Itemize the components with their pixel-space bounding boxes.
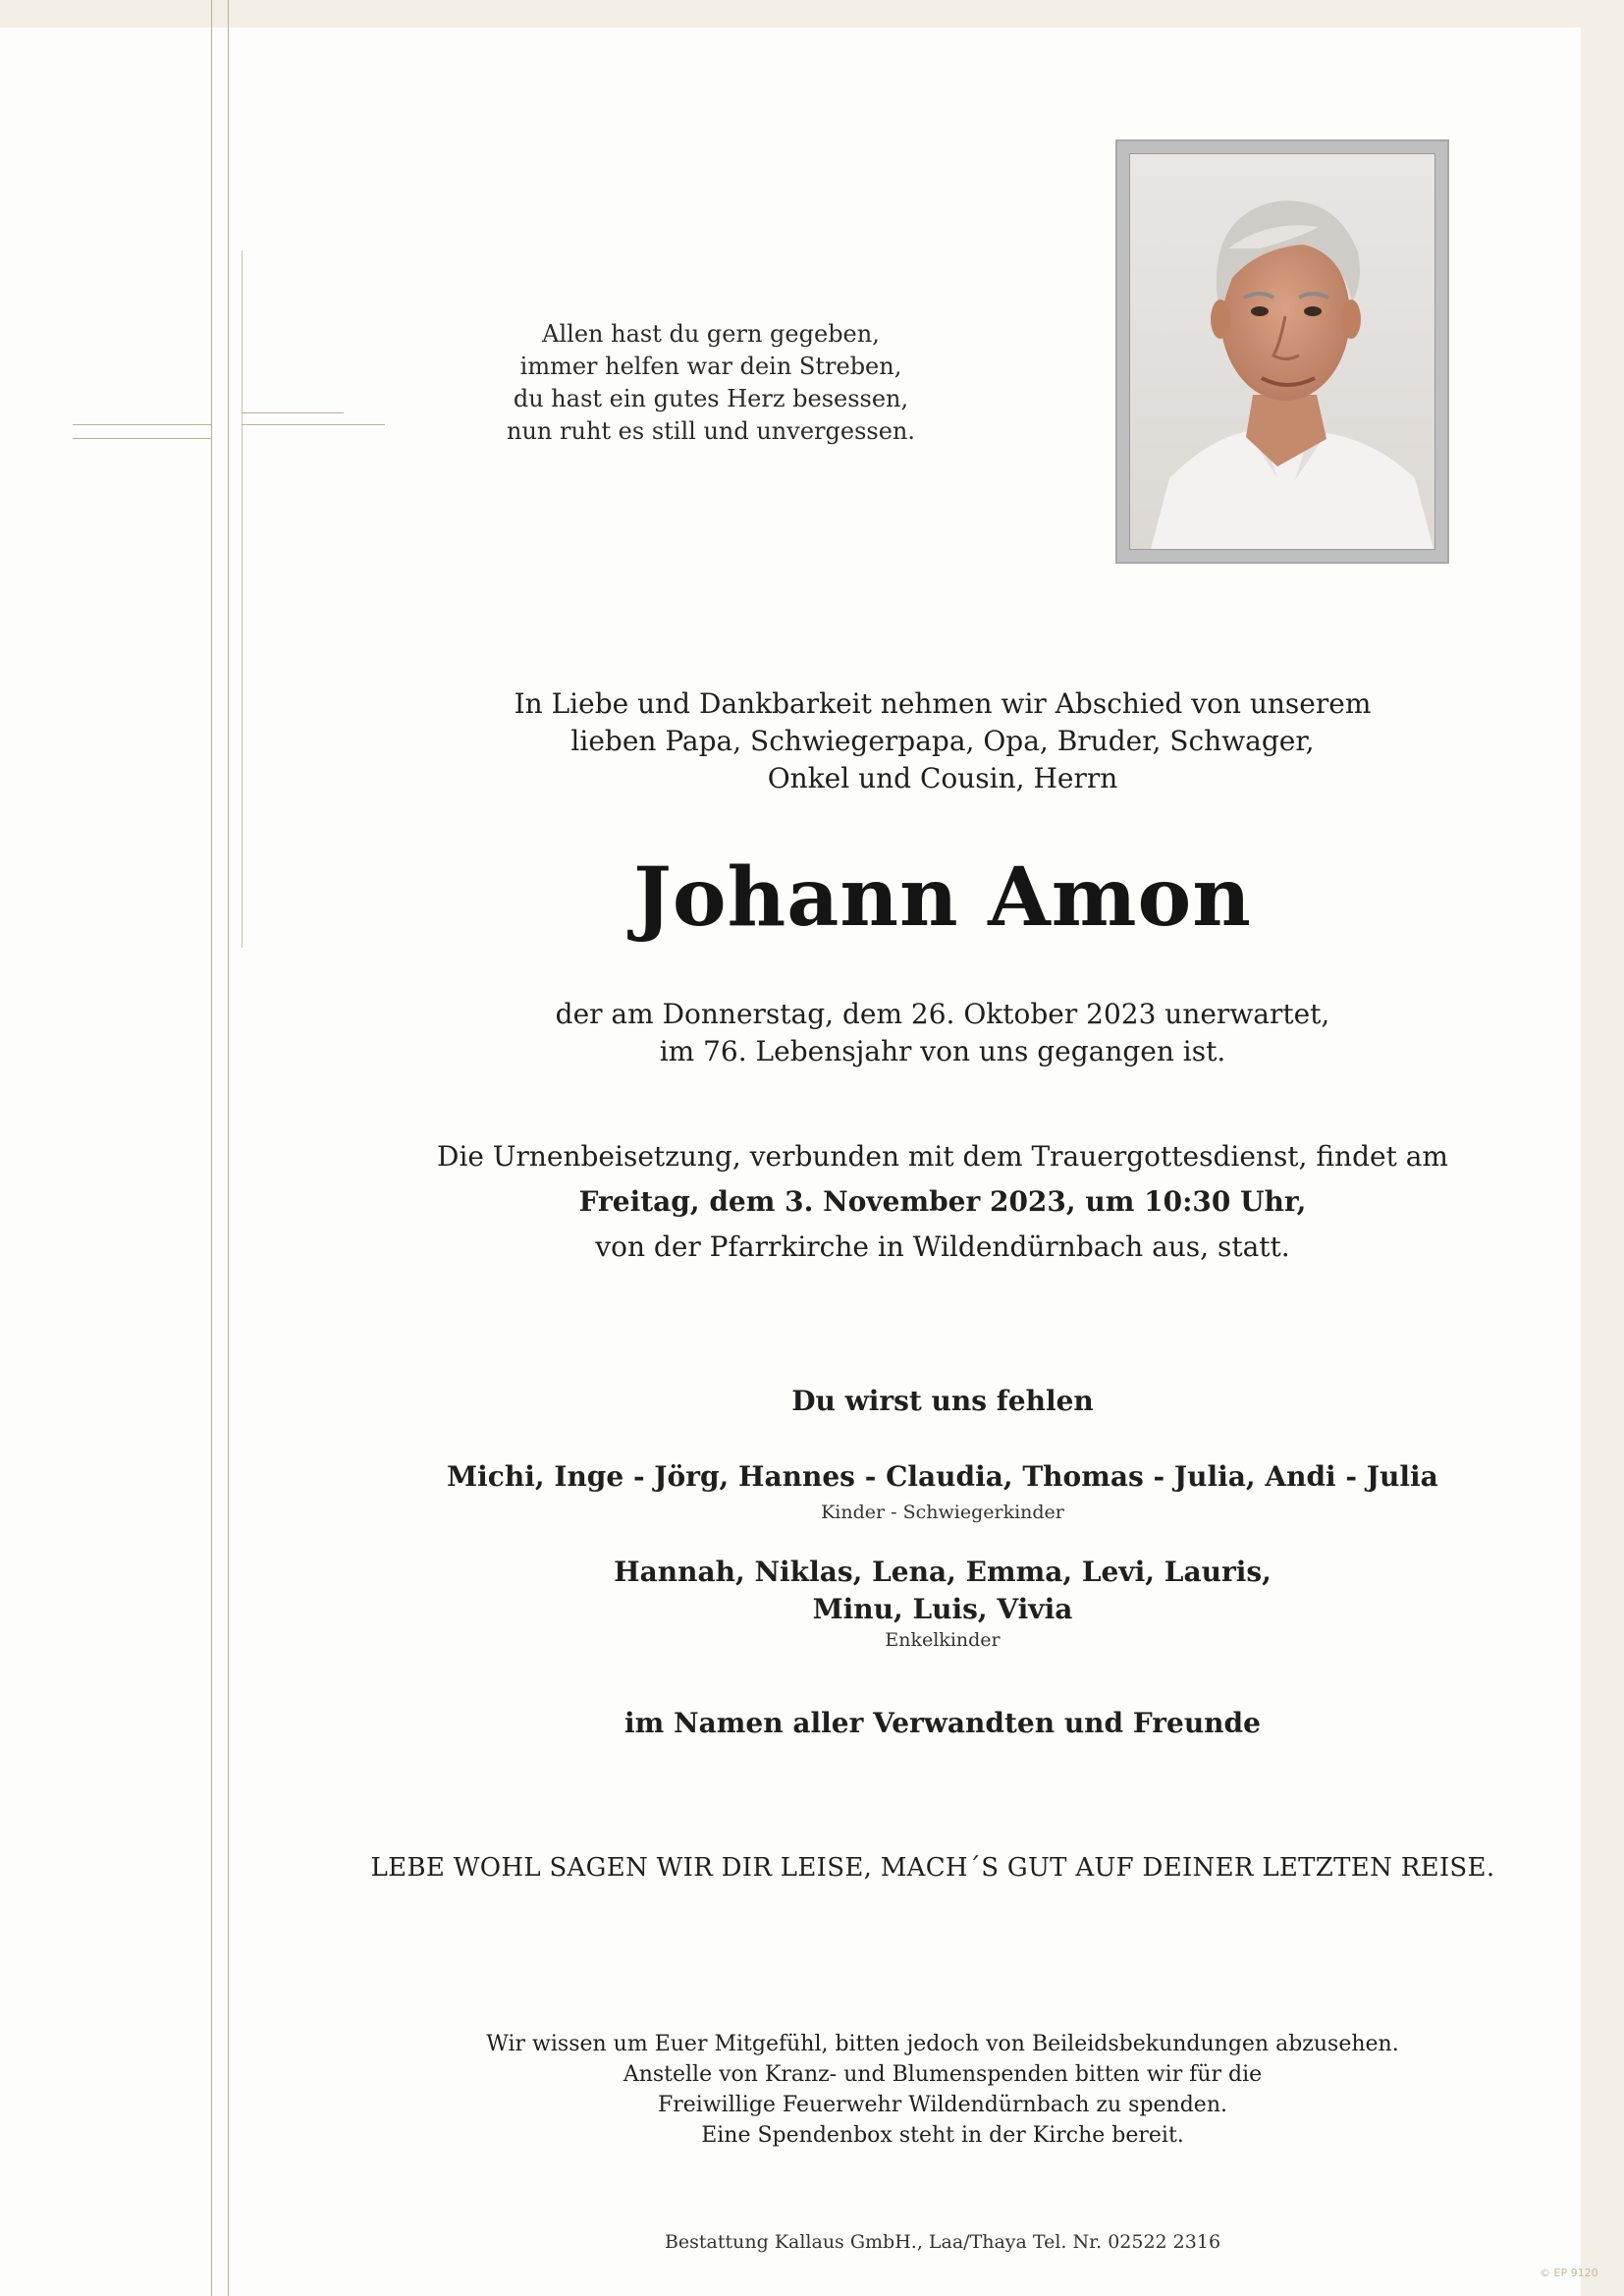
deceased-name: Johann Amon: [633, 850, 1252, 945]
intro-text: [432, 685, 1453, 797]
poem-line: du hast ein gutes Herz besessen,: [513, 385, 909, 412]
note-line: Wir wissen um Euer Mitgefühl, bitten jedoch von Beileidsbekundungen abzusehen.: [486, 2032, 1399, 2056]
note-line: Freiwillige Feuerwehr Wildendürnbach zu spenden.: [658, 2093, 1227, 2117]
children-names: Michi, Inge - Jörg, Hannes - Claudia, Thomas - Julia, Andi - Julia: [447, 1460, 1438, 1493]
form-code: © EP 9120: [1540, 2267, 1598, 2279]
mourners-heading: Du wirst uns fehlen: [791, 1385, 1094, 1417]
service-line: Die Urnenbeisetzung, verbunden mit dem Trauergottesdienst, findet am: [437, 1140, 1448, 1173]
portrait-photo-frame: [1115, 139, 1449, 564]
service-location: von der Pfarrkirche in Wildendürnbach aus, statt.: [595, 1230, 1290, 1263]
death-info: [432, 996, 1453, 1070]
children-label: Kinder - Schwiegerkinder: [821, 1502, 1064, 1523]
donation-note: [412, 2029, 1473, 2151]
farewell-line: LEBE WOHL SAGEN WIR DIR LEISE, MACH´S GUT AUF DEINER LETZTEN REISE.: [370, 1853, 1495, 1883]
intro-line: In Liebe und Dankbarkeit nehmen wir Abschied von unserem: [514, 687, 1372, 720]
poem-line: Allen hast du gern gegeben,: [542, 320, 880, 348]
grandchildren-names: [530, 1554, 1355, 1628]
death-line: der am Donnerstag, dem 26. Oktober 2023 unerwartet,: [555, 998, 1330, 1030]
portrait-photo: [1129, 153, 1435, 550]
funeral-home-footer: Bestattung Kallaus GmbH., Laa/Thaya Tel. Nr. 02522 2316: [664, 2231, 1221, 2253]
poem: [469, 318, 952, 448]
service-info: [412, 1134, 1473, 1270]
note-line: Eine Spendenbox steht in der Kirche bereit.: [701, 2123, 1184, 2148]
all-relatives: im Namen aller Verwandten und Freunde: [624, 1707, 1261, 1739]
death-line: im 76. Lebensjahr von uns gegangen ist.: [659, 1035, 1226, 1067]
poem-line: immer helfen war dein Streben,: [519, 353, 902, 380]
poem-line: nun ruht es still und unvergessen.: [507, 417, 915, 445]
service-date: Freitag, dem 3. November 2023, um 10:30 Uhr,: [578, 1185, 1307, 1218]
grandchildren-line: Hannah, Niklas, Lena, Emma, Levi, Lauris,: [614, 1556, 1272, 1588]
note-line: Anstelle von Kranz- und Blumenspenden bitten wir für die: [623, 2062, 1263, 2087]
grandchildren-line: Minu, Luis, Vivia: [812, 1593, 1073, 1625]
intro-line: lieben Papa, Schwiegerpapa, Opa, Bruder, Schwager,: [570, 725, 1315, 757]
portrait-photo-icon: [1130, 154, 1435, 550]
grandchildren-label: Enkelkinder: [885, 1629, 1001, 1651]
intro-line: Onkel und Cousin, Herrn: [767, 762, 1118, 794]
